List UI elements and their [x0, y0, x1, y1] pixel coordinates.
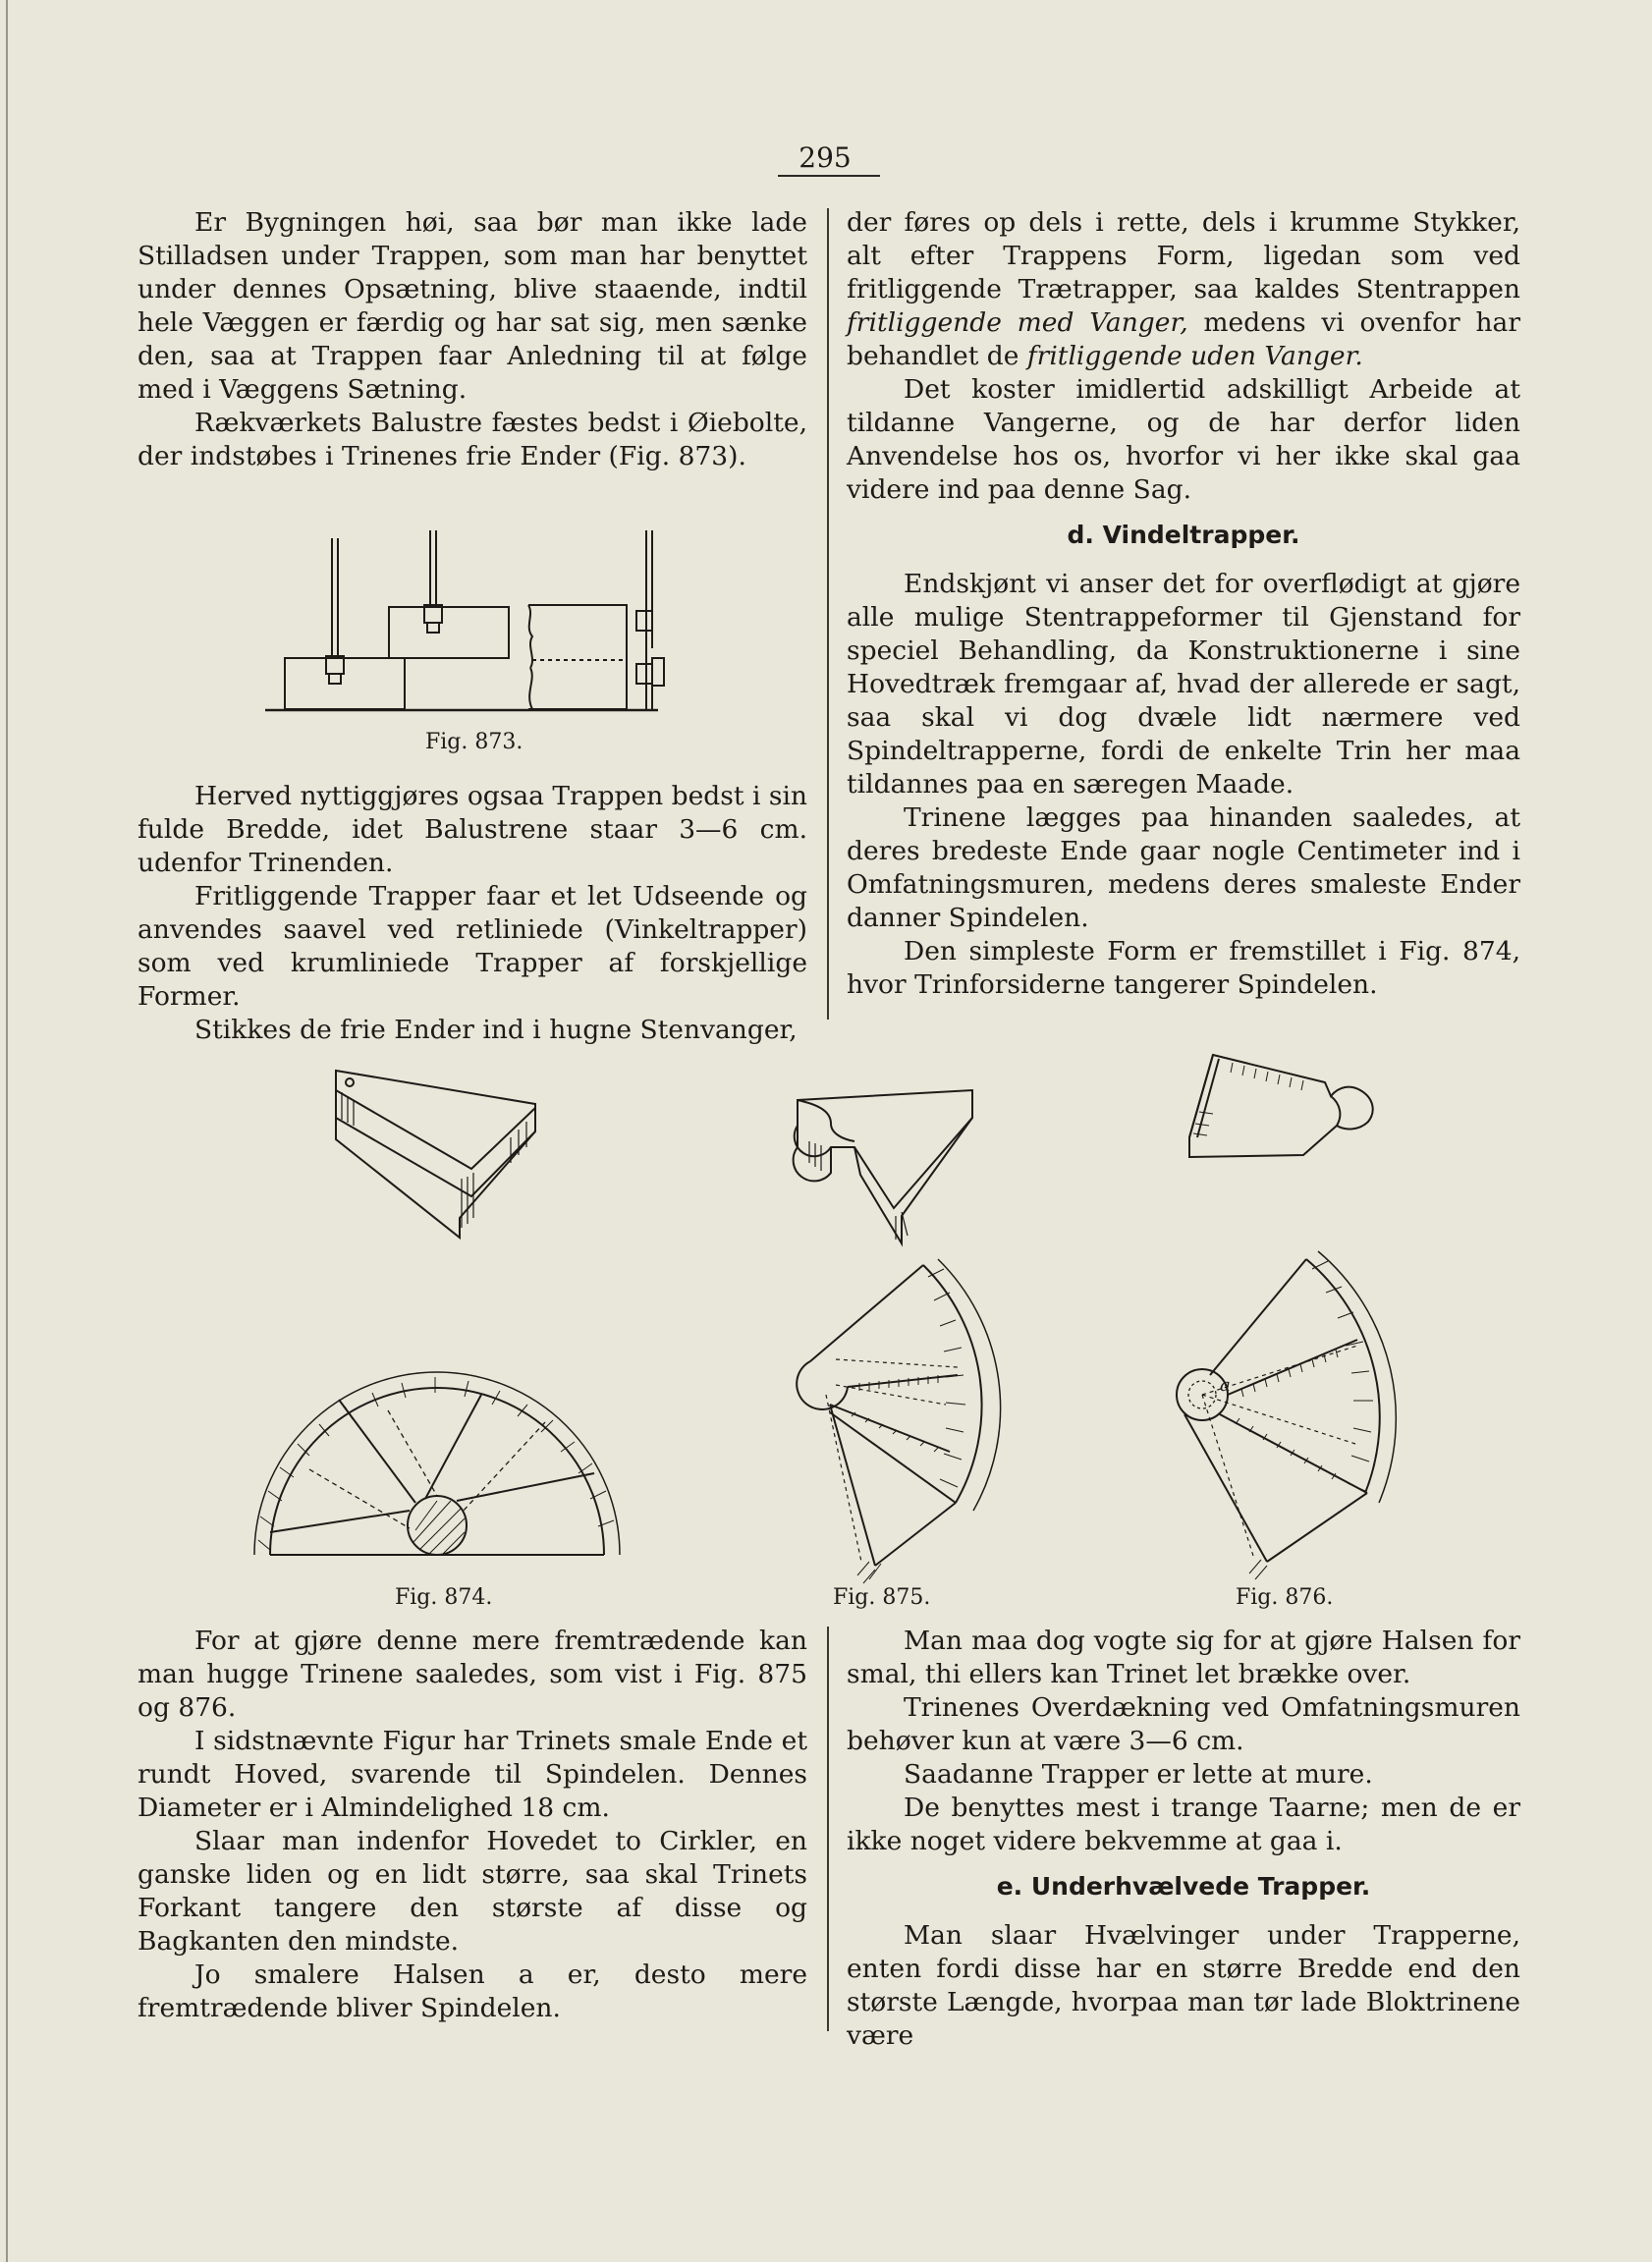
paragraph: I sidstnævnte Figur har Trinets smale Ende et rundt Hoved, svarende til Spindelen. Dennes Diameter er i Almindelighed 18 cm.: [138, 1726, 807, 1823]
section-heading-d: d. Vindeltrapper.: [1067, 521, 1300, 549]
text-run: der føres op dels i rette, dels i krumme Stykker, alt efter Trappens Form, ligedan som ved fritliggende Trætrapper, saa kaldes Stentrappen: [847, 207, 1520, 304]
fig874-caption: Fig. 874.: [395, 1585, 493, 1610]
column-divider-top: [827, 208, 829, 1020]
fig875-caption: Fig. 875.: [833, 1585, 931, 1610]
section-heading-e: e. Underhvælvede Trapper.: [996, 1872, 1371, 1901]
paragraph: For at gjøre denne mere fremtrædende kan man hugge Trinene saaledes, som vist i Fig. 875 og 876.: [138, 1626, 807, 1723]
bottom-left-column: [138, 1625, 807, 2025]
figure-875-plan: [771, 1257, 997, 1591]
paragraph: De benyttes mest i trange Taarne; men de er ikke noget videre bekvemme at gaa i.: [847, 1793, 1520, 1856]
paragraph: Trinene lægges paa hinanden saaledes, at deres bredeste Ende gaar nogle Centimeter ind i Omfatningsmuren, medens deres smaleste Ender danner Spindelen.: [847, 802, 1520, 933]
paragraph: Det koster imidlertid adskilligt Arbeide at tildanne Vangerne, og de har derfor liden Anvendelse hos os, hvorfor vi her ikke skal gaa videre ind paa denne Sag.: [847, 374, 1520, 505]
paragraph: Saadanne Trapper er lette at mure.: [904, 1759, 1373, 1790]
paragraph: Trinenes Overdækning ved Omfatningsmuren behøver kun at være 3—6 cm.: [847, 1692, 1520, 1756]
paragraph: Jo smalere Halsen a er, desto mere fremtrædende bliver Spindelen.: [138, 1959, 807, 2023]
column-divider-bottom: [827, 1627, 829, 2031]
emphasis: fritliggende uden Vanger.: [1026, 341, 1363, 371]
figure-874-steps: [324, 1061, 560, 1247]
top-left-column-b: [138, 780, 807, 1047]
bottom-right-column: [847, 1625, 1520, 2053]
paragraph: Man slaar Hvælvinger under Trapperne, enten fordi disse har en større Bredde end den største Længde, hvorpaa man tør lade Bloktrinene være: [847, 1920, 1520, 2051]
fig873-caption: Fig. 873.: [425, 730, 523, 754]
figure-874-plan: [250, 1353, 624, 1565]
paragraph: Er Bygningen høi, saa bør man ikke lade Stilladsen under Trappen, som man har benyttet under dennes Opsætning, blive staaende, indtil hele Væggen er færdig og har sat sig, men sænke den, saa at Trappen faar Anledning til at følge med i Væggens Sætning.: [138, 207, 807, 405]
figure-876-plan: [1159, 1247, 1395, 1586]
paragraph-continued: [847, 206, 1520, 373]
emphasis: fritliggende med Vanger,: [847, 307, 1188, 338]
top-left-column-a: [138, 206, 807, 473]
fig876-caption: Fig. 876.: [1236, 1585, 1334, 1610]
paragraph: Den simpleste Form er fremstillet i Fig. 874, hvor Trinforsiderne tangerer Spindelen.: [847, 936, 1520, 1000]
paragraph: Endskjønt vi anser det for overflødigt at gjøre alle mulige Stentrappeformer til Gjenstand for speciel Behandling, da Konstruktionerne i sine Hovedtræk fremgaar af, hvad der allerede er sagt, saa skal vi dog dvæle lidt nærmere ved Spindeltrapperne, fordi de enkelte Trin her maa tildannes paa en særegen Maade.: [847, 569, 1520, 800]
figure-875-step: [786, 1078, 982, 1247]
fig876-label-a: a: [1220, 1375, 1231, 1396]
paragraph: Herved nyttiggjøres ogsaa Trappen bedst i sin fulde Bredde, idet Balustrene staar 3—6 cm. udenfor Trinenden.: [138, 781, 807, 878]
figure-876-step: [1174, 1051, 1390, 1169]
page-number-rule: [778, 175, 880, 177]
paragraph: Man maa dog vogte sig for at gjøre Halsen for smal, thi ellers kan Trinet let brække over.: [847, 1626, 1520, 1689]
page-number: 295: [798, 141, 852, 174]
text-run: medens vi ovenfor har behandlet de: [847, 307, 1520, 371]
paragraph: Fritliggende Trapper faar et let Udseende og anvendes saavel ved retliniede (Vinkeltrapper) som ved krumliniede Trapper af forskjellige Former.: [138, 881, 807, 1012]
page-edge: [6, 0, 8, 2262]
paragraph: Rækværkets Balustre fæstes bedst i Øiebolte, der indstøbes i Trinenes frie Ender (Fig. 873).: [138, 408, 807, 471]
figure-873: [255, 521, 668, 717]
paragraph: Slaar man indenfor Hovedet to Cirkler, en ganske liden og en lidt større, saa skal Trinets Forkant tangere den største af disse og Bagkanten den mindste.: [138, 1826, 807, 1957]
top-right-column: [847, 206, 1520, 1002]
paragraph: Stikkes de frie Ender ind i hugne Stenvanger,: [194, 1015, 798, 1045]
